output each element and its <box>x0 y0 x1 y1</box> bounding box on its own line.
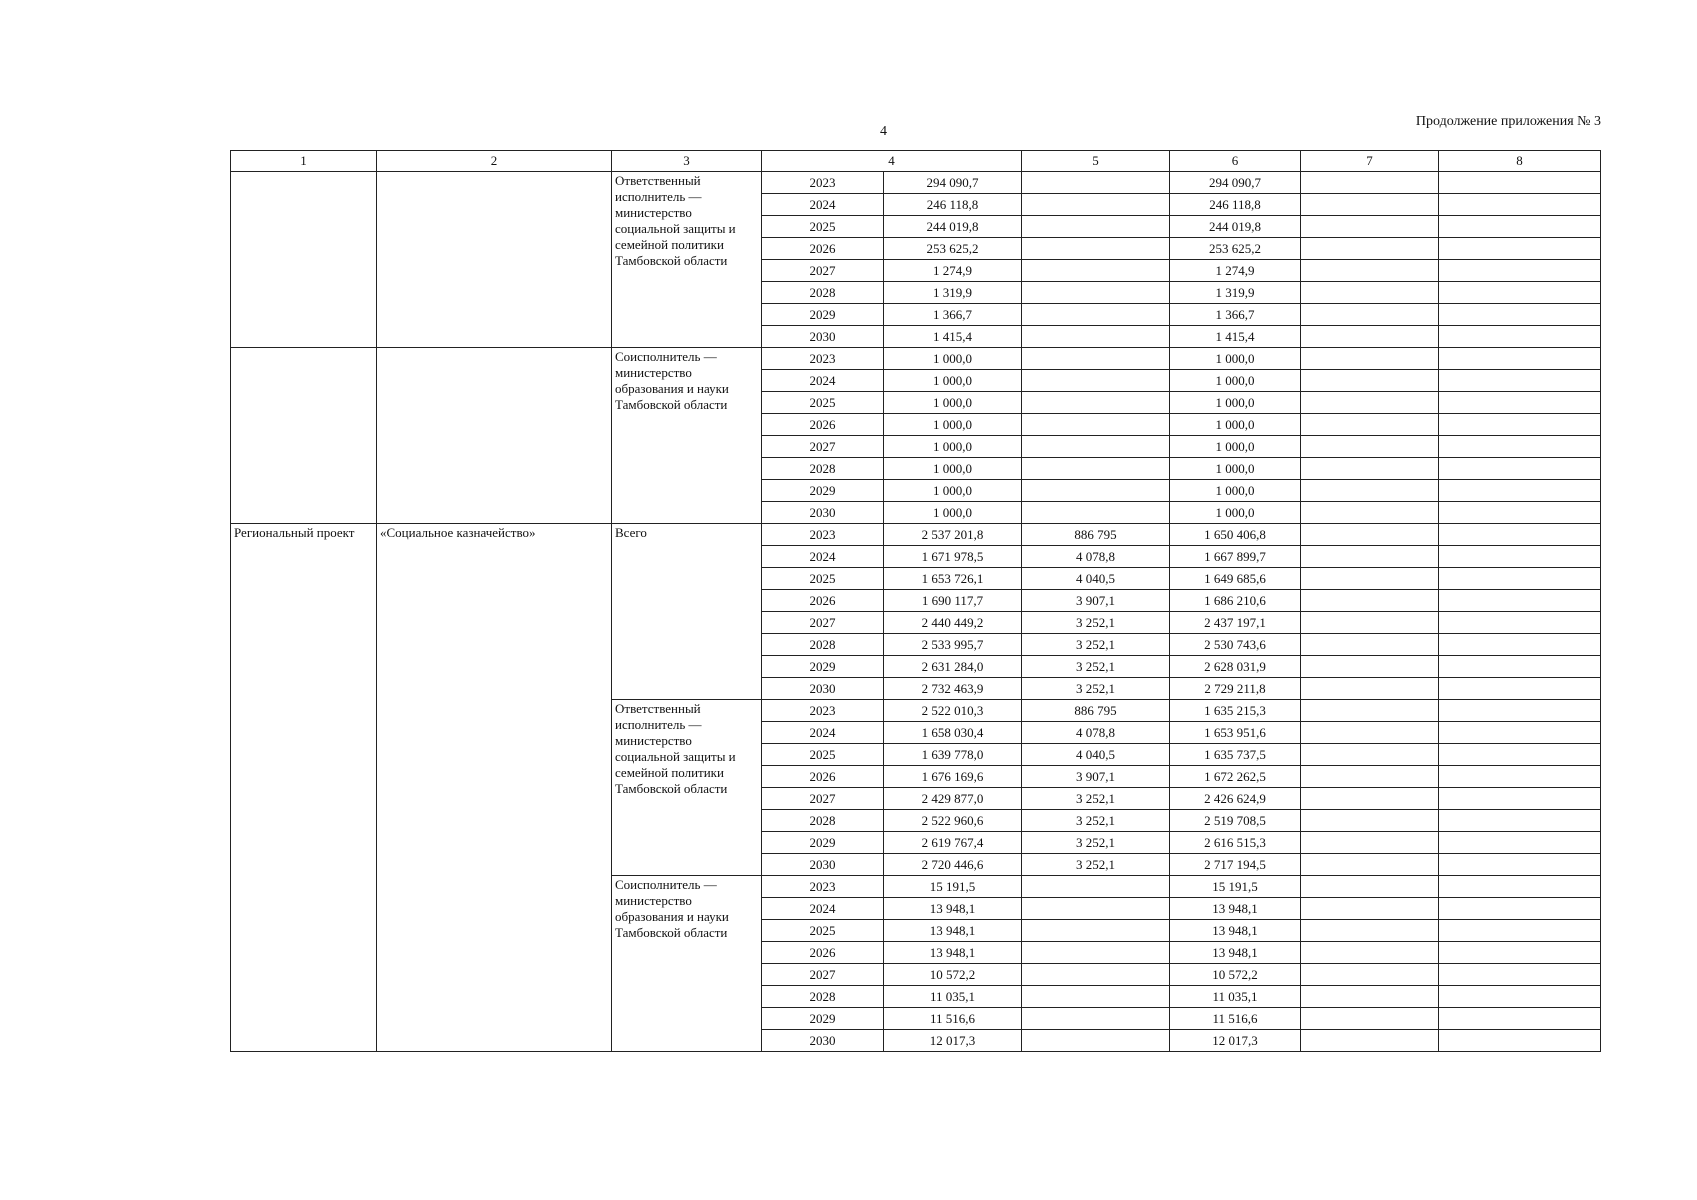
regional-budget-cell: 1 000,0 <box>1170 502 1301 524</box>
federal-budget-cell: 3 907,1 <box>1022 766 1170 788</box>
column-7-cell <box>1301 172 1439 194</box>
year-cell: 2024 <box>762 370 884 392</box>
column-7-cell <box>1301 832 1439 854</box>
year-cell: 2027 <box>762 436 884 458</box>
column-8-cell <box>1439 788 1601 810</box>
federal-budget-cell: 3 252,1 <box>1022 788 1170 810</box>
year-cell: 2023 <box>762 700 884 722</box>
column-header: 4 <box>762 151 1022 172</box>
column-7-cell <box>1301 898 1439 920</box>
federal-budget-cell <box>1022 326 1170 348</box>
total-cell: 1 000,0 <box>884 480 1022 502</box>
year-cell: 2030 <box>762 1030 884 1052</box>
federal-budget-cell: 3 252,1 <box>1022 656 1170 678</box>
column-7-cell <box>1301 546 1439 568</box>
program-name-cell <box>377 172 612 348</box>
regional-budget-cell: 1 415,4 <box>1170 326 1301 348</box>
year-cell: 2030 <box>762 854 884 876</box>
regional-budget-cell: 253 625,2 <box>1170 238 1301 260</box>
regional-budget-cell: 294 090,7 <box>1170 172 1301 194</box>
regional-budget-cell: 1 000,0 <box>1170 458 1301 480</box>
regional-budget-cell: 11 516,6 <box>1170 1008 1301 1030</box>
column-7-cell <box>1301 612 1439 634</box>
regional-budget-cell: 11 035,1 <box>1170 986 1301 1008</box>
total-cell: 11 035,1 <box>884 986 1022 1008</box>
total-cell: 1 653 726,1 <box>884 568 1022 590</box>
column-8-cell <box>1439 414 1601 436</box>
column-8-cell <box>1439 590 1601 612</box>
column-8-cell <box>1439 986 1601 1008</box>
year-cell: 2024 <box>762 898 884 920</box>
column-7-cell <box>1301 590 1439 612</box>
column-7-cell <box>1301 854 1439 876</box>
column-header: 5 <box>1022 151 1170 172</box>
regional-budget-cell: 1 000,0 <box>1170 348 1301 370</box>
regional-budget-cell: 1 686 210,6 <box>1170 590 1301 612</box>
column-header: 1 <box>231 151 377 172</box>
column-header: 3 <box>612 151 762 172</box>
column-8-cell <box>1439 260 1601 282</box>
column-header: 2 <box>377 151 612 172</box>
regional-budget-cell: 12 017,3 <box>1170 1030 1301 1052</box>
regional-budget-cell: 1 635 215,3 <box>1170 700 1301 722</box>
column-7-cell <box>1301 634 1439 656</box>
federal-budget-cell: 886 795 <box>1022 700 1170 722</box>
executor-cell: Ответственный исполнитель — министерство социальной защиты и семейной политики Тамбовской области <box>612 172 762 348</box>
federal-budget-cell <box>1022 1030 1170 1052</box>
total-cell: 2 720 446,6 <box>884 854 1022 876</box>
regional-budget-cell: 2 426 624,9 <box>1170 788 1301 810</box>
program-name-cell <box>377 348 612 524</box>
column-8-cell <box>1439 348 1601 370</box>
total-cell: 13 948,1 <box>884 920 1022 942</box>
column-7-cell <box>1301 920 1439 942</box>
column-7-cell <box>1301 238 1439 260</box>
total-cell: 1 000,0 <box>884 392 1022 414</box>
column-8-cell <box>1439 832 1601 854</box>
federal-budget-cell <box>1022 216 1170 238</box>
column-8-cell <box>1439 194 1601 216</box>
program-name-cell: «Социальное казначейство» <box>377 524 612 1052</box>
column-8-cell <box>1439 282 1601 304</box>
column-8-cell <box>1439 326 1601 348</box>
federal-budget-cell: 3 252,1 <box>1022 854 1170 876</box>
federal-budget-cell: 4 078,8 <box>1022 546 1170 568</box>
column-7-cell <box>1301 1008 1439 1030</box>
year-cell: 2029 <box>762 1008 884 1030</box>
year-cell: 2030 <box>762 326 884 348</box>
budget-table <box>230 150 1601 1052</box>
program-element-cell <box>231 348 377 524</box>
column-7-cell <box>1301 414 1439 436</box>
total-cell: 2 440 449,2 <box>884 612 1022 634</box>
year-cell: 2023 <box>762 172 884 194</box>
column-8-cell <box>1439 502 1601 524</box>
total-cell: 2 619 767,4 <box>884 832 1022 854</box>
column-8-cell <box>1439 700 1601 722</box>
column-7-cell <box>1301 810 1439 832</box>
year-cell: 2025 <box>762 216 884 238</box>
total-cell: 1 000,0 <box>884 502 1022 524</box>
year-cell: 2028 <box>762 458 884 480</box>
regional-budget-cell: 1 000,0 <box>1170 370 1301 392</box>
total-cell: 1 366,7 <box>884 304 1022 326</box>
year-cell: 2027 <box>762 260 884 282</box>
regional-budget-cell: 13 948,1 <box>1170 942 1301 964</box>
column-7-cell <box>1301 766 1439 788</box>
column-8-cell <box>1439 436 1601 458</box>
column-8-cell <box>1439 854 1601 876</box>
column-8-cell <box>1439 744 1601 766</box>
column-7-cell <box>1301 678 1439 700</box>
regional-budget-cell: 1 000,0 <box>1170 392 1301 414</box>
column-7-cell <box>1301 348 1439 370</box>
total-cell: 1 000,0 <box>884 414 1022 436</box>
appendix-note: Продолжение приложения № 3 <box>1415 114 1601 129</box>
federal-budget-cell <box>1022 898 1170 920</box>
federal-budget-cell: 3 252,1 <box>1022 612 1170 634</box>
year-cell: 2027 <box>762 964 884 986</box>
total-cell: 1 000,0 <box>884 370 1022 392</box>
column-header: 6 <box>1170 151 1301 172</box>
column-8-cell <box>1439 898 1601 920</box>
column-8-cell <box>1439 458 1601 480</box>
federal-budget-cell <box>1022 920 1170 942</box>
federal-budget-cell <box>1022 964 1170 986</box>
column-7-cell <box>1301 876 1439 898</box>
column-8-cell <box>1439 480 1601 502</box>
year-cell: 2027 <box>762 612 884 634</box>
total-cell: 11 516,6 <box>884 1008 1022 1030</box>
column-7-cell <box>1301 788 1439 810</box>
year-cell: 2025 <box>762 392 884 414</box>
column-8-cell <box>1439 678 1601 700</box>
federal-budget-cell: 3 252,1 <box>1022 810 1170 832</box>
column-8-cell <box>1439 370 1601 392</box>
year-cell: 2026 <box>762 238 884 260</box>
federal-budget-cell <box>1022 304 1170 326</box>
regional-budget-cell: 10 572,2 <box>1170 964 1301 986</box>
total-cell: 253 625,2 <box>884 238 1022 260</box>
column-7-cell <box>1301 656 1439 678</box>
column-7-cell <box>1301 458 1439 480</box>
year-cell: 2024 <box>762 722 884 744</box>
column-8-cell <box>1439 304 1601 326</box>
column-8-cell <box>1439 546 1601 568</box>
federal-budget-cell <box>1022 458 1170 480</box>
federal-budget-cell: 3 252,1 <box>1022 634 1170 656</box>
year-cell: 2026 <box>762 942 884 964</box>
federal-budget-cell <box>1022 282 1170 304</box>
regional-budget-cell: 1 000,0 <box>1170 414 1301 436</box>
regional-budget-cell: 1 000,0 <box>1170 436 1301 458</box>
regional-budget-cell: 1 274,9 <box>1170 260 1301 282</box>
column-7-cell <box>1301 502 1439 524</box>
year-cell: 2028 <box>762 810 884 832</box>
total-cell: 2 522 010,3 <box>884 700 1022 722</box>
total-cell: 2 732 463,9 <box>884 678 1022 700</box>
total-cell: 2 429 877,0 <box>884 788 1022 810</box>
federal-budget-cell <box>1022 942 1170 964</box>
federal-budget-cell: 4 078,8 <box>1022 722 1170 744</box>
column-7-cell <box>1301 216 1439 238</box>
column-number-row <box>231 151 1601 172</box>
total-cell: 1 000,0 <box>884 436 1022 458</box>
column-7-cell <box>1301 392 1439 414</box>
total-cell: 2 537 201,8 <box>884 524 1022 546</box>
column-8-cell <box>1439 942 1601 964</box>
column-7-cell <box>1301 370 1439 392</box>
executor-cell: Всего <box>612 524 762 700</box>
total-cell: 2 522 960,6 <box>884 810 1022 832</box>
executor-cell: Соисполнитель — министерство образования и науки Тамбовской области <box>612 348 762 524</box>
column-7-cell <box>1301 194 1439 216</box>
column-7-cell <box>1301 524 1439 546</box>
year-cell: 2023 <box>762 876 884 898</box>
column-header: 7 <box>1301 151 1439 172</box>
year-cell: 2026 <box>762 414 884 436</box>
federal-budget-cell: 3 907,1 <box>1022 590 1170 612</box>
column-8-cell <box>1439 634 1601 656</box>
executor-cell: Ответственный исполнитель — министерство социальной защиты и семейной политики Тамбовской области <box>612 700 762 876</box>
year-cell: 2027 <box>762 788 884 810</box>
column-7-cell <box>1301 722 1439 744</box>
column-8-cell <box>1439 238 1601 260</box>
federal-budget-cell: 3 252,1 <box>1022 832 1170 854</box>
federal-budget-cell <box>1022 260 1170 282</box>
federal-budget-cell: 886 795 <box>1022 524 1170 546</box>
regional-budget-cell: 2 729 211,8 <box>1170 678 1301 700</box>
federal-budget-cell <box>1022 414 1170 436</box>
regional-budget-cell: 2 628 031,9 <box>1170 656 1301 678</box>
table-row <box>231 172 1601 194</box>
column-7-cell <box>1301 964 1439 986</box>
column-8-cell <box>1439 722 1601 744</box>
federal-budget-cell <box>1022 1008 1170 1030</box>
year-cell: 2030 <box>762 502 884 524</box>
year-cell: 2028 <box>762 986 884 1008</box>
total-cell: 2 533 995,7 <box>884 634 1022 656</box>
year-cell: 2028 <box>762 634 884 656</box>
federal-budget-cell: 4 040,5 <box>1022 744 1170 766</box>
column-7-cell <box>1301 282 1439 304</box>
column-7-cell <box>1301 480 1439 502</box>
total-cell: 1 676 169,6 <box>884 766 1022 788</box>
year-cell: 2029 <box>762 304 884 326</box>
column-8-cell <box>1439 1008 1601 1030</box>
year-cell: 2026 <box>762 766 884 788</box>
federal-budget-cell <box>1022 392 1170 414</box>
regional-budget-cell: 1 635 737,5 <box>1170 744 1301 766</box>
column-8-cell <box>1439 656 1601 678</box>
column-7-cell <box>1301 326 1439 348</box>
year-cell: 2025 <box>762 920 884 942</box>
column-7-cell <box>1301 1030 1439 1052</box>
year-cell: 2023 <box>762 348 884 370</box>
total-cell: 1 690 117,7 <box>884 590 1022 612</box>
column-8-cell <box>1439 612 1601 634</box>
column-8-cell <box>1439 1030 1601 1052</box>
regional-budget-cell: 1 650 406,8 <box>1170 524 1301 546</box>
federal-budget-cell <box>1022 238 1170 260</box>
year-cell: 2025 <box>762 568 884 590</box>
total-cell: 294 090,7 <box>884 172 1022 194</box>
federal-budget-cell <box>1022 436 1170 458</box>
federal-budget-cell: 3 252,1 <box>1022 678 1170 700</box>
federal-budget-cell <box>1022 348 1170 370</box>
total-cell: 1 658 030,4 <box>884 722 1022 744</box>
column-8-cell <box>1439 810 1601 832</box>
total-cell: 1 274,9 <box>884 260 1022 282</box>
total-cell: 10 572,2 <box>884 964 1022 986</box>
federal-budget-cell <box>1022 502 1170 524</box>
federal-budget-cell <box>1022 876 1170 898</box>
total-cell: 1 415,4 <box>884 326 1022 348</box>
total-cell: 1 671 978,5 <box>884 546 1022 568</box>
total-cell: 13 948,1 <box>884 898 1022 920</box>
year-cell: 2025 <box>762 744 884 766</box>
total-cell: 246 118,8 <box>884 194 1022 216</box>
column-header: 8 <box>1439 151 1601 172</box>
column-7-cell <box>1301 568 1439 590</box>
column-8-cell <box>1439 216 1601 238</box>
regional-budget-cell: 15 191,5 <box>1170 876 1301 898</box>
year-cell: 2028 <box>762 282 884 304</box>
regional-budget-cell: 2 616 515,3 <box>1170 832 1301 854</box>
year-cell: 2023 <box>762 524 884 546</box>
federal-budget-cell: 4 040,5 <box>1022 568 1170 590</box>
column-7-cell <box>1301 986 1439 1008</box>
year-cell: 2026 <box>762 590 884 612</box>
total-cell: 1 000,0 <box>884 348 1022 370</box>
column-7-cell <box>1301 260 1439 282</box>
table-row <box>231 524 1601 546</box>
column-7-cell <box>1301 700 1439 722</box>
federal-budget-cell <box>1022 986 1170 1008</box>
column-8-cell <box>1439 876 1601 898</box>
regional-budget-cell: 1 667 899,7 <box>1170 546 1301 568</box>
column-7-cell <box>1301 304 1439 326</box>
regional-budget-cell: 1 653 951,6 <box>1170 722 1301 744</box>
column-8-cell <box>1439 766 1601 788</box>
column-8-cell <box>1439 524 1601 546</box>
year-cell: 2030 <box>762 678 884 700</box>
total-cell: 1 639 778,0 <box>884 744 1022 766</box>
regional-budget-cell: 2 437 197,1 <box>1170 612 1301 634</box>
year-cell: 2024 <box>762 546 884 568</box>
federal-budget-cell <box>1022 194 1170 216</box>
program-element-cell: Региональный проект <box>231 524 377 1052</box>
column-8-cell <box>1439 568 1601 590</box>
program-element-cell <box>231 172 377 348</box>
total-cell: 1 000,0 <box>884 458 1022 480</box>
federal-budget-cell <box>1022 172 1170 194</box>
column-7-cell <box>1301 942 1439 964</box>
regional-budget-cell: 13 948,1 <box>1170 920 1301 942</box>
page-number: 4 <box>880 124 887 139</box>
year-cell: 2029 <box>762 656 884 678</box>
table-row <box>231 348 1601 370</box>
column-8-cell <box>1439 172 1601 194</box>
total-cell: 12 017,3 <box>884 1030 1022 1052</box>
column-8-cell <box>1439 920 1601 942</box>
regional-budget-cell: 244 019,8 <box>1170 216 1301 238</box>
regional-budget-cell: 1 366,7 <box>1170 304 1301 326</box>
regional-budget-cell: 1 000,0 <box>1170 480 1301 502</box>
regional-budget-cell: 1 672 262,5 <box>1170 766 1301 788</box>
column-7-cell <box>1301 436 1439 458</box>
regional-budget-cell: 13 948,1 <box>1170 898 1301 920</box>
year-cell: 2029 <box>762 832 884 854</box>
column-8-cell <box>1439 964 1601 986</box>
total-cell: 15 191,5 <box>884 876 1022 898</box>
total-cell: 1 319,9 <box>884 282 1022 304</box>
total-cell: 13 948,1 <box>884 942 1022 964</box>
federal-budget-cell <box>1022 370 1170 392</box>
total-cell: 2 631 284,0 <box>884 656 1022 678</box>
total-cell: 244 019,8 <box>884 216 1022 238</box>
regional-budget-cell: 2 530 743,6 <box>1170 634 1301 656</box>
column-8-cell <box>1439 392 1601 414</box>
federal-budget-cell <box>1022 480 1170 502</box>
year-cell: 2024 <box>762 194 884 216</box>
year-cell: 2029 <box>762 480 884 502</box>
regional-budget-cell: 1 319,9 <box>1170 282 1301 304</box>
column-7-cell <box>1301 744 1439 766</box>
executor-cell: Соисполнитель — министерство образования и науки Тамбовской области <box>612 876 762 1052</box>
regional-budget-cell: 2 717 194,5 <box>1170 854 1301 876</box>
regional-budget-cell: 1 649 685,6 <box>1170 568 1301 590</box>
regional-budget-cell: 2 519 708,5 <box>1170 810 1301 832</box>
regional-budget-cell: 246 118,8 <box>1170 194 1301 216</box>
